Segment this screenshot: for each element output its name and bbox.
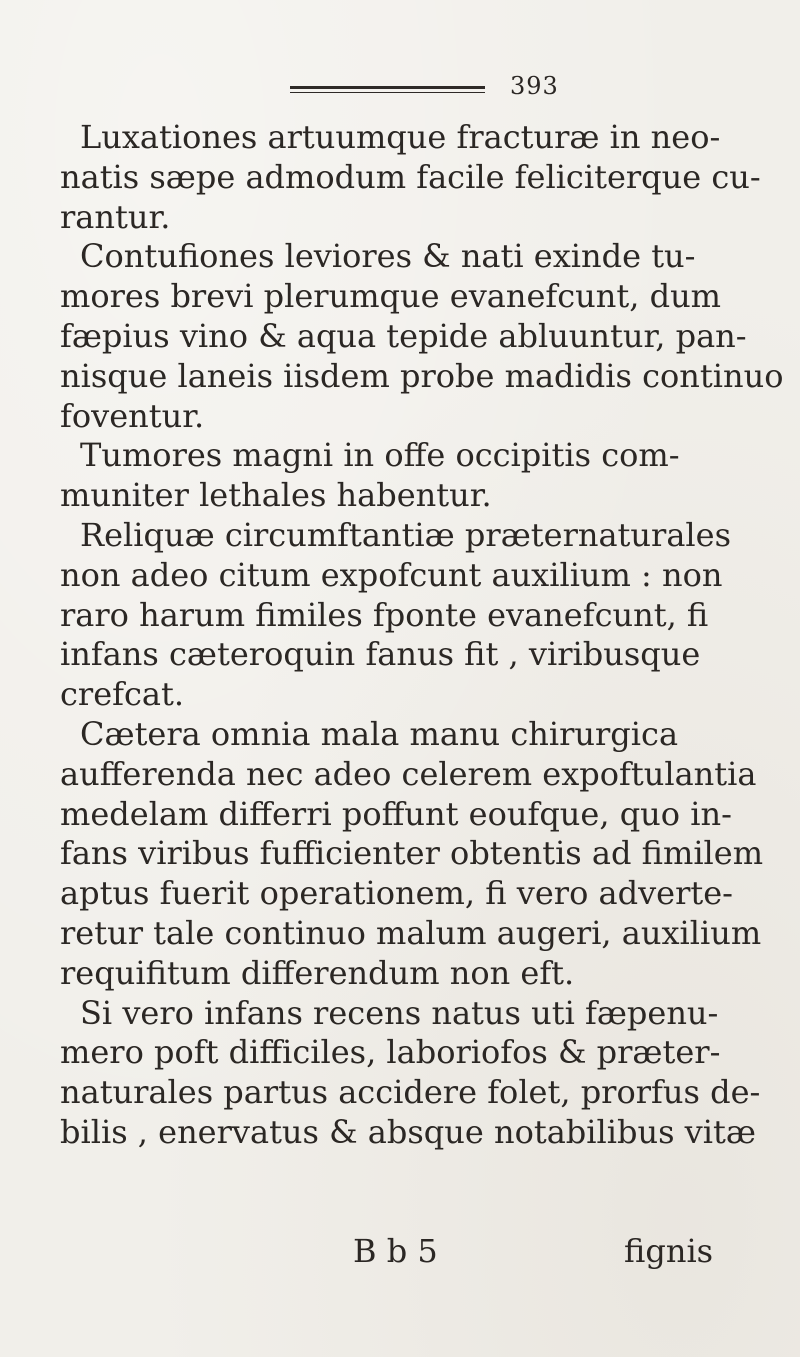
header-rule [290, 86, 485, 89]
text-line: fans viribus fufficienter obtentis ad fimilem [60, 834, 764, 873]
page-footer [0, 1232, 800, 1272]
text-line: aptus fuerit operationem, fi vero adverte- [60, 874, 733, 913]
text-line: non adeo citum expofcunt auxilium : non [60, 555, 723, 594]
text-line: mero poft difficiles, laboriofos & præter- [60, 1033, 721, 1072]
text-line: crefcat. [60, 675, 185, 714]
text-line: infans cæteroquin fanus fit , viribusque [60, 635, 701, 674]
header-rule-thin [290, 92, 485, 93]
page-number: 393 [510, 72, 559, 100]
catchword: fignis [624, 1232, 714, 1270]
signature-mark: B b 5 [353, 1232, 438, 1270]
text-line: retur tale continuo malum augeri, auxilium [60, 913, 762, 952]
text-line: requifitum differendum non eft. [60, 953, 575, 992]
text-line: aufferenda nec adeo celerem expoftulantia [60, 754, 757, 793]
text-line: nisque laneis iisdem probe madidis continuo [60, 356, 784, 395]
text-line: Reliquæ circumftantiæ præternaturales [80, 515, 731, 554]
text-line: natis sæpe admodum facile feliciterque cu- [60, 157, 761, 196]
text-line: bilis , enervatus & absque notabilibus vitæ [60, 1112, 756, 1151]
text-line: foventur. [60, 396, 205, 435]
text-line: rantur. [60, 197, 171, 236]
text-line: raro harum fimiles fponte evanefcunt, fi [60, 595, 709, 634]
body-text [60, 118, 784, 1153]
text-line: Cætera omnia mala manu chirurgica [80, 714, 679, 753]
text-line: naturales partus accidere folet, prorfus de- [60, 1073, 761, 1112]
text-line: Luxationes artuumque fracturæ in neo- [80, 118, 721, 156]
text-line: Contufiones leviores & nati exinde tu- [80, 237, 696, 276]
text-line: mores brevi plerumque evanefcunt, dum [60, 277, 722, 316]
text-line: fæpius vino & aqua tepide abluuntur, pan- [60, 316, 747, 355]
text-line: muniter lethales habentur. [60, 476, 492, 515]
text-line: Si vero infans recens natus uti fæpenu- [80, 993, 719, 1032]
text-line: Tumores magni in offe occipitis com- [80, 436, 680, 475]
text-line: medelam differri poffunt eoufque, quo in- [60, 794, 732, 833]
